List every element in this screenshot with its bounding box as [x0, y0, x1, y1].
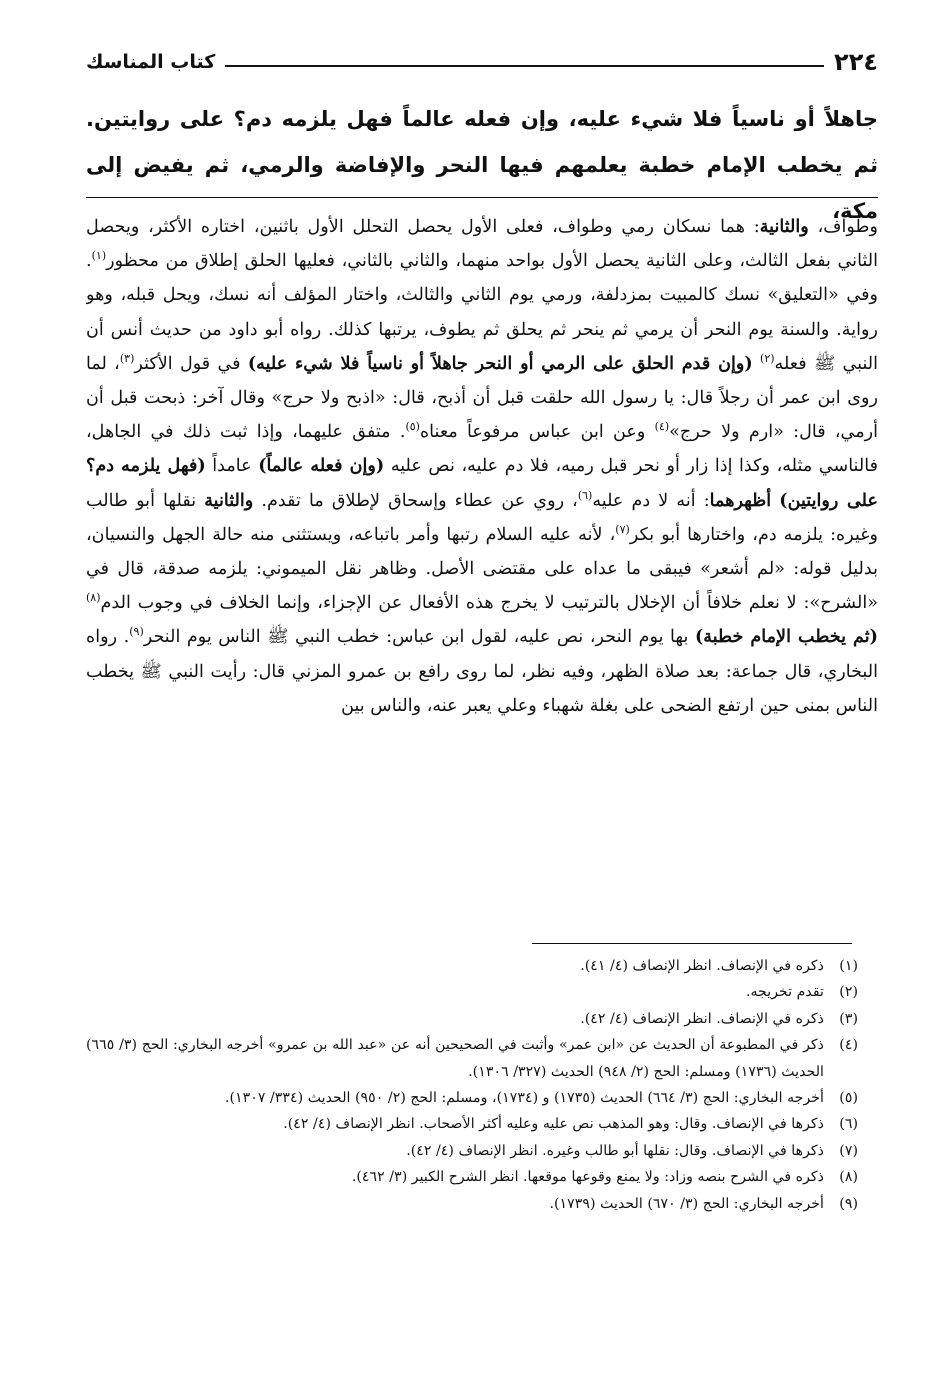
footnote [86, 1164, 858, 1190]
text-run: وطواف، [808, 217, 878, 237]
footnote-text: ذكرها في الإنصاف. وقال: وهو المذهب نص عليه وعليه أكثر الأصحاب. انظر الإنصاف (٤/ ٤٢). [283, 1116, 824, 1133]
text-run: . وفي «التعليق» نسك كالمبيت بمزدلفة، ورمي يوم الثاني والثالث، واختار المؤلف أنه نسك، ويحل قبله، وهو رواية. والسنة يوم النحر أن يرمي ثم ينحر ثم يحلق ثم يطوف، يرتبها كذلك. رواه أبو داود من حديث أنس أن النبي ﷺ فعله [86, 251, 878, 374]
footnote-ref[interactable]: (٨) [86, 591, 101, 605]
footnote-ref[interactable]: (٤) [654, 420, 670, 434]
footnote-ref[interactable]: (٦) [577, 488, 593, 502]
footnote-text: ذكرها في الإنصاف. وقال: نقلها أبو طالب وغيره. انظر الإنصاف (٤/ ٤٢). [406, 1142, 824, 1159]
footnote-number: (٢) [839, 984, 858, 1001]
running-header [86, 44, 878, 80]
footnote [86, 1138, 858, 1164]
sharh-paragraph [86, 210, 878, 723]
sharh-body [86, 210, 878, 930]
matn-text: جاهلاً أو ناسياً فلا شيء عليه، وإن فعله عالماً فهل يلزمه دم؟ على روايتين. ثم يخطب الإمام خطبة يعلمهم فيها النحر والإفاضة والرمي، ثم يفيض إلى مكة، [86, 107, 878, 223]
footnote-ref[interactable]: (٢) [760, 351, 775, 365]
bold-run: والثانية [759, 216, 809, 237]
footnote [86, 1191, 858, 1217]
text-run: : أنه لا دم عليه [592, 490, 710, 511]
footnote [86, 979, 858, 1005]
footnotes [86, 953, 858, 1217]
footnote [86, 1006, 858, 1032]
text-run: في قول الأكثر [134, 353, 248, 374]
footnote [86, 1111, 858, 1137]
matn-quote: (ثم يخطب الإمام خطبة) [694, 626, 878, 648]
footnote-rule [532, 943, 852, 944]
matn-quote: (وإن فعله عالماً) [258, 455, 385, 477]
footnote-text: تقدم تخريجه. [745, 984, 824, 1001]
footnote-number: (٥) [839, 1090, 858, 1107]
footnote-ref[interactable]: (٣) [119, 351, 135, 365]
page-number: ٢٢٤ [834, 48, 878, 76]
footnote [86, 1032, 858, 1085]
text-run: عامداً [205, 456, 259, 477]
text-run [753, 354, 760, 374]
footnote-text: ذكره في الشرح بنصه وزاد: ولا يمنع وقوعها موقعها. انظر الشرح الكبير (٣/ ٤٦٢). [351, 1169, 824, 1186]
matn-quote: (فهل يلزمه دم؟ على روايتين) [86, 455, 878, 511]
text-run: . رواه البخاري، قال جماعة: بعد صلاة الظهر، وفيه نظر، لما روى رافع بن عمرو المزني قال: رأيت النبي ﷺ يخطب الناس بمنى حين ارتفع الضحى على بغلة شهباء وعلي يعبر عنه، والناس بين [86, 627, 878, 716]
text-run: : هما نسكان رمي وطواف، فعلى الأول يحصل التحلل الأول باثنين، اختاره الأكثر، ويحصل الثاني بفعل الثالث، وعلى الثانية يحصل الأول بواحد منهما، والثاني بالثاني، فعليها الحلق إطلاق من محظور [86, 217, 878, 272]
text-run: وعن ابن عباس مرفوعاً معناه [419, 422, 655, 443]
footnote-number: (٣) [839, 1010, 858, 1027]
footnote-text: ذكره في الإنصاف. انظر الإنصاف (٤/ ٤٢). [580, 1010, 824, 1027]
text-run: بها يوم النحر، نص عليه، لقول ابن عباس: خطب النبي ﷺ الناس يوم النحر [143, 627, 695, 648]
text-run: نقلها أبو طالب وغيره: يلزمه دم، واختارها أبو بكر [86, 490, 878, 545]
book-title: كتاب المناسك [86, 51, 216, 73]
footnote-ref[interactable]: (٧) [615, 522, 630, 536]
bold-run: أظهرهما [709, 489, 772, 511]
footnote-text: أخرجه البخاري: الحج (٣/ ٦٦٤) الحديث (١٧٣٥) و (١٧٣٤)، ومسلم: الحج (٢/ ٩٥٠) الحديث (٣٣٤/ ١٣٠٧). [224, 1090, 824, 1107]
footnote-text: ذكر في المطبوعة أن الحديث عن «ابن عمر» وأثبت في الصحيحين أنه عن «عبد الله بن عمرو» أخرجه البخاري: الحج (٣/ ٦٦٥) الحديث (١٧٣٦) ومسلم: الحج (٢/ ٩٤٨) الحديث (٣٢٧/ ١٣٠٦). [86, 1037, 824, 1080]
footnote-ref[interactable]: (٩) [129, 625, 144, 639]
bold-run: والثانية [204, 489, 254, 511]
header-rule [225, 65, 824, 67]
matn-divider [86, 197, 878, 198]
footnote-ref[interactable]: (١) [91, 249, 107, 263]
footnote-number: (٩) [839, 1195, 858, 1212]
text-run: ، لما روى ابن عمر أن رجلاً قال: يا رسول الله حلقت قبل أن أذبح، قال: «اذبح ولا حرج» وقال آخر: ذبحت قبل أن أرمي، قال: «ارم ولا حرج» [86, 353, 878, 443]
footnote-number: (٤) [839, 1037, 858, 1054]
footnote [86, 953, 858, 979]
footnote-text: ذكره في الإنصاف. انظر الإنصاف (٤/ ٤١). [580, 958, 824, 974]
text-run: ، روي عن عطاء وإسحاق لإطلاق ما تقدم. [253, 490, 578, 511]
footnote-number: (٧) [839, 1142, 858, 1159]
text-run: ، لأنه عليه السلام رتبها وأمر باتباعه، ويستثنى منه حالة الجهل والنسيان، بدليل قوله: «لم أشعر» فيبقى ما عداه على مقتضى الأصل. وظاهر نقل الميموني: يلزمه صدقة، قال في «الشرح»: لا نعلم خلافاً أن الإخلال بالترتيب لا يخرج هذه الأفعال عن الإجزاء، وإنما الخلاف في وجوب الدم [86, 524, 878, 614]
matn-quote: (وإن قدم الحلق على الرمي أو النحر جاهلاً أو ناسياً فلا شيء عليه) [247, 352, 753, 374]
footnote-number: (١) [839, 958, 858, 974]
text-run: . متفق عليهما، وإذا ثبت ذلك في الجاهل، فالناسي مثله، وكذا إذا زار أو نحر قبل رميه، فلا دم عليه، نص عليه [86, 422, 878, 477]
footnote-text: أخرجه البخاري: الحج (٣/ ٦٧٠) الحديث (١٧٣٩). [549, 1195, 824, 1212]
footnote-ref[interactable]: (٥) [405, 420, 420, 434]
footnote-number: (٨) [839, 1169, 858, 1186]
footnote-number: (٦) [839, 1116, 858, 1133]
footnote [86, 1085, 858, 1111]
